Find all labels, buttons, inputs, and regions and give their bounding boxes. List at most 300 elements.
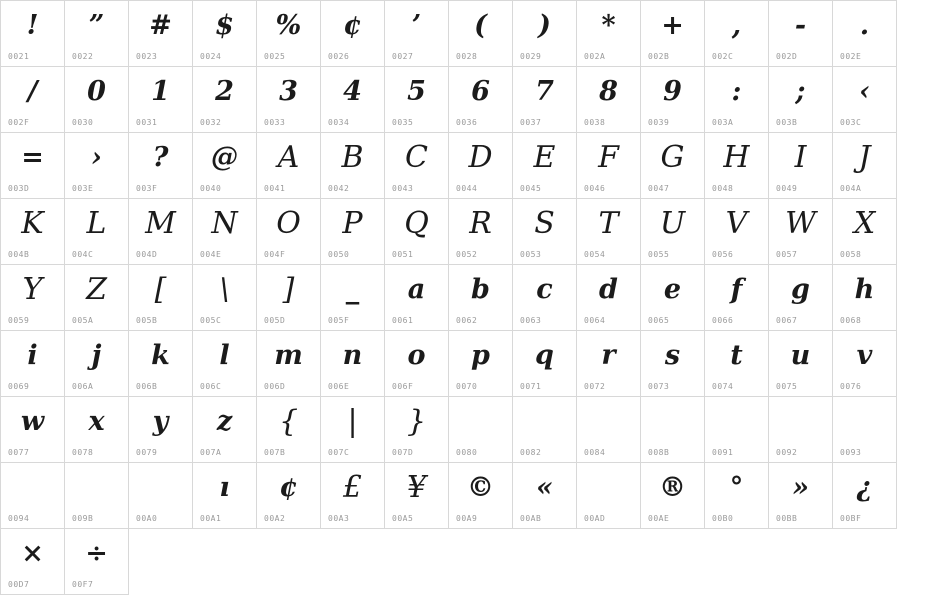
glyph-cell[interactable] xyxy=(257,67,321,133)
glyph-character: N xyxy=(211,206,238,241)
glyph-cell[interactable] xyxy=(193,133,257,199)
glyph-cell[interactable] xyxy=(577,331,641,397)
glyph-unicode-code: 0031 xyxy=(136,118,158,127)
glyph-cell[interactable] xyxy=(257,265,321,331)
glyph-cell[interactable] xyxy=(705,397,769,463)
glyph-unicode-code: 0068 xyxy=(840,316,862,325)
glyph-cell[interactable] xyxy=(321,133,385,199)
glyph-unicode-code: 0045 xyxy=(520,184,542,193)
glyph-cell[interactable] xyxy=(705,331,769,397)
glyph-cell[interactable] xyxy=(65,1,129,67)
glyph-character: c xyxy=(536,274,553,305)
glyph-cell[interactable] xyxy=(65,265,129,331)
glyph-cell[interactable] xyxy=(129,397,193,463)
glyph-character: , xyxy=(731,10,742,41)
glyph-unicode-code: 005C xyxy=(200,316,222,325)
glyph-unicode-code: 0077 xyxy=(8,448,30,457)
glyph-cell[interactable] xyxy=(449,199,513,265)
glyph-cell[interactable] xyxy=(449,463,513,529)
glyph-character: » xyxy=(792,472,809,503)
glyph-character: W xyxy=(785,206,816,241)
glyph-cell[interactable] xyxy=(193,199,257,265)
glyph-character: ¢ xyxy=(279,472,298,503)
glyph-character xyxy=(449,401,512,443)
glyph-character: d xyxy=(599,274,618,305)
glyph-character: 3 xyxy=(279,76,298,107)
glyph-unicode-code: 005B xyxy=(136,316,158,325)
glyph-character: p xyxy=(471,340,490,371)
glyph-character: i xyxy=(27,340,38,371)
glyph-cell[interactable] xyxy=(193,265,257,331)
glyph-character: F xyxy=(598,140,619,175)
glyph-cell[interactable] xyxy=(513,199,577,265)
glyph-cell[interactable] xyxy=(577,1,641,67)
glyph-unicode-code: 0065 xyxy=(648,316,670,325)
glyph-cell[interactable] xyxy=(1,133,65,199)
glyph-character: A xyxy=(277,140,300,175)
glyph-cell[interactable] xyxy=(65,133,129,199)
glyph-unicode-code: 0022 xyxy=(72,52,94,61)
glyph-cell[interactable] xyxy=(1,529,65,595)
glyph-character: ] xyxy=(282,272,295,307)
glyph-cell[interactable] xyxy=(641,199,705,265)
glyph-character: 2 xyxy=(215,76,234,107)
glyph-character: b xyxy=(471,274,490,305)
glyph-cell[interactable] xyxy=(1,265,65,331)
glyph-character: o xyxy=(407,340,426,371)
glyph-cell[interactable] xyxy=(705,463,769,529)
glyph-character: k xyxy=(151,340,170,371)
glyph-unicode-code: 0052 xyxy=(456,250,478,259)
glyph-unicode-code: 0062 xyxy=(456,316,478,325)
glyph-cell[interactable] xyxy=(513,133,577,199)
glyph-cell[interactable] xyxy=(321,397,385,463)
glyph-cell[interactable] xyxy=(641,397,705,463)
glyph-character: . xyxy=(859,10,870,41)
glyph-cell[interactable] xyxy=(321,331,385,397)
glyph-character: ) xyxy=(538,10,551,41)
glyph-character: e xyxy=(663,274,682,305)
glyph-unicode-code: 006A xyxy=(72,382,94,391)
glyph-character: % xyxy=(275,10,302,41)
glyph-unicode-code: 004E xyxy=(200,250,222,259)
glyph-character: Y xyxy=(22,272,43,307)
glyph-cell[interactable] xyxy=(577,265,641,331)
glyph-cell[interactable] xyxy=(449,331,513,397)
glyph-character: 4 xyxy=(343,76,362,107)
glyph-cell[interactable] xyxy=(385,331,449,397)
glyph-cell[interactable] xyxy=(833,199,897,265)
glyph-unicode-code: 00BB xyxy=(776,514,798,523)
glyph-character: I xyxy=(794,140,807,175)
glyph-character: @ xyxy=(211,142,238,173)
glyph-character: ı xyxy=(219,472,230,503)
glyph-character: › xyxy=(91,142,102,173)
glyph-cell[interactable] xyxy=(257,199,321,265)
glyph-character: X xyxy=(853,206,876,241)
glyph-unicode-code: 0074 xyxy=(712,382,734,391)
glyph-unicode-code: 00AB xyxy=(520,514,542,523)
glyph-cell[interactable] xyxy=(129,67,193,133)
glyph-cell[interactable] xyxy=(449,1,513,67)
glyph-character: j xyxy=(91,340,102,371)
glyph-unicode-code: 002F xyxy=(8,118,30,127)
glyph-unicode-code: 0030 xyxy=(72,118,94,127)
glyph-cell[interactable] xyxy=(65,463,129,529)
glyph-unicode-code: 0079 xyxy=(136,448,158,457)
glyph-cell[interactable] xyxy=(65,67,129,133)
glyph-character: H xyxy=(723,140,750,175)
glyph-unicode-code: 0082 xyxy=(520,448,542,457)
glyph-unicode-code: 008B xyxy=(648,448,670,457)
glyph-unicode-code: 0091 xyxy=(712,448,734,457)
glyph-unicode-code: 0041 xyxy=(264,184,286,193)
glyph-cell[interactable] xyxy=(769,133,833,199)
glyph-unicode-code: 002A xyxy=(584,52,606,61)
glyph-unicode-code: 0075 xyxy=(776,382,798,391)
glyph-cell[interactable] xyxy=(1,199,65,265)
glyph-unicode-code: 002B xyxy=(648,52,670,61)
glyph-unicode-code: 0078 xyxy=(72,448,94,457)
glyph-unicode-code: 0063 xyxy=(520,316,542,325)
glyph-character: w xyxy=(20,406,45,437)
glyph-character: # xyxy=(149,10,172,41)
glyph-unicode-code: 003E xyxy=(72,184,94,193)
glyph-character: × xyxy=(21,538,44,569)
glyph-unicode-code: 0050 xyxy=(328,250,350,259)
glyph-cell[interactable] xyxy=(65,199,129,265)
glyph-cell[interactable] xyxy=(385,1,449,67)
glyph-cell[interactable] xyxy=(321,463,385,529)
glyph-unicode-code: 0055 xyxy=(648,250,670,259)
glyph-unicode-code: 0051 xyxy=(392,250,414,259)
glyph-cell[interactable] xyxy=(193,463,257,529)
glyph-character: G xyxy=(660,140,685,175)
glyph-character: P xyxy=(342,206,363,241)
glyph-unicode-code: 0021 xyxy=(8,52,30,61)
glyph-character xyxy=(577,467,640,509)
glyph-cell[interactable] xyxy=(1,67,65,133)
glyph-unicode-code: 00A3 xyxy=(328,514,350,523)
glyph-character: s xyxy=(664,340,681,371)
glyph-unicode-code: 0053 xyxy=(520,250,542,259)
glyph-unicode-code: 0026 xyxy=(328,52,350,61)
glyph-unicode-code: 006F xyxy=(392,382,414,391)
glyph-unicode-code: 002D xyxy=(776,52,798,61)
glyph-character: O xyxy=(276,206,301,241)
glyph-character: C xyxy=(405,140,428,175)
glyph-character: z xyxy=(216,406,233,437)
glyph-unicode-code: 00A9 xyxy=(456,514,478,523)
glyph-unicode-code: 006D xyxy=(264,382,286,391)
glyph-character: « xyxy=(536,472,553,503)
glyph-unicode-code: 003B xyxy=(776,118,798,127)
glyph-unicode-code: 0047 xyxy=(648,184,670,193)
glyph-unicode-code: 0042 xyxy=(328,184,350,193)
glyph-character: } xyxy=(406,404,427,439)
glyph-character: 8 xyxy=(599,76,618,107)
glyph-cell[interactable] xyxy=(321,1,385,67)
glyph-unicode-code: 002C xyxy=(712,52,734,61)
glyph-unicode-code: 00AD xyxy=(584,514,606,523)
glyph-cell[interactable] xyxy=(641,265,705,331)
glyph-cell[interactable] xyxy=(193,331,257,397)
glyph-cell[interactable] xyxy=(129,463,193,529)
glyph-cell[interactable] xyxy=(129,199,193,265)
glyph-character: U xyxy=(659,206,686,241)
glyph-cell[interactable] xyxy=(385,133,449,199)
glyph-cell[interactable] xyxy=(513,463,577,529)
glyph-character: _ xyxy=(345,274,360,305)
glyph-cell[interactable] xyxy=(385,265,449,331)
glyph-character: * xyxy=(601,10,616,41)
glyph-unicode-code: 0029 xyxy=(520,52,542,61)
glyph-unicode-code: 0072 xyxy=(584,382,606,391)
glyph-unicode-code: 0057 xyxy=(776,250,798,259)
glyph-unicode-code: 004F xyxy=(264,250,286,259)
glyph-character: q xyxy=(535,340,554,371)
glyph-cell[interactable] xyxy=(449,133,513,199)
glyph-cell[interactable] xyxy=(833,331,897,397)
glyph-unicode-code: 006C xyxy=(200,382,222,391)
glyph-character xyxy=(65,467,128,509)
glyph-character: + xyxy=(661,10,684,41)
glyph-cell[interactable] xyxy=(833,397,897,463)
glyph-unicode-code: 005D xyxy=(264,316,286,325)
glyph-cell[interactable] xyxy=(449,265,513,331)
glyph-character: ! xyxy=(26,10,39,41)
glyph-unicode-code: 0054 xyxy=(584,250,606,259)
glyph-cell[interactable] xyxy=(577,199,641,265)
glyph-unicode-code: 0056 xyxy=(712,250,734,259)
glyph-cell[interactable] xyxy=(513,265,577,331)
glyph-cell[interactable] xyxy=(769,265,833,331)
glyph-character: ‹ xyxy=(859,76,870,107)
glyph-cell[interactable] xyxy=(833,265,897,331)
glyph-cell[interactable] xyxy=(65,529,129,595)
glyph-unicode-code: 00A0 xyxy=(136,514,158,523)
glyph-character: g xyxy=(791,274,810,305)
glyph-character: r xyxy=(601,340,616,371)
glyph-unicode-code: 0024 xyxy=(200,52,222,61)
glyph-unicode-code: 006E xyxy=(328,382,350,391)
glyph-cell[interactable] xyxy=(385,397,449,463)
glyph-unicode-code: 0058 xyxy=(840,250,862,259)
glyph-cell[interactable] xyxy=(257,397,321,463)
glyph-character: f xyxy=(730,274,743,305)
glyph-cell[interactable] xyxy=(449,397,513,463)
glyph-unicode-code: 004A xyxy=(840,184,862,193)
glyph-cell[interactable] xyxy=(769,1,833,67)
glyph-cell[interactable] xyxy=(1,397,65,463)
glyph-unicode-code: 007C xyxy=(328,448,350,457)
glyph-unicode-code: 00A5 xyxy=(392,514,414,523)
glyph-cell[interactable] xyxy=(257,331,321,397)
glyph-cell[interactable] xyxy=(769,331,833,397)
glyph-character: ( xyxy=(474,10,487,41)
glyph-character: t xyxy=(730,340,743,371)
glyph-cell[interactable] xyxy=(193,397,257,463)
glyph-cell[interactable] xyxy=(577,67,641,133)
glyph-cell[interactable] xyxy=(65,397,129,463)
glyph-character: £ xyxy=(342,470,363,505)
glyph-character: \ xyxy=(219,272,230,307)
glyph-character: M xyxy=(145,206,176,241)
glyph-unicode-code: 004C xyxy=(72,250,94,259)
glyph-unicode-code: 003F xyxy=(136,184,158,193)
glyph-cell[interactable] xyxy=(641,1,705,67)
glyph-cell[interactable] xyxy=(385,67,449,133)
glyph-character: Q xyxy=(404,206,429,241)
glyph-cell[interactable] xyxy=(513,331,577,397)
glyph-character: x xyxy=(88,406,105,437)
glyph-character: 6 xyxy=(471,76,490,107)
glyph-character: S xyxy=(534,206,555,241)
glyph-unicode-code: 005F xyxy=(328,316,350,325)
glyph-character: ¿ xyxy=(856,472,873,503)
glyph-character: 7 xyxy=(535,76,554,107)
glyph-cell[interactable] xyxy=(769,397,833,463)
glyph-character: y xyxy=(152,406,169,437)
glyph-cell[interactable] xyxy=(513,1,577,67)
glyph-character xyxy=(833,401,896,443)
glyph-unicode-code: 004B xyxy=(8,250,30,259)
glyph-unicode-code: 0046 xyxy=(584,184,606,193)
glyph-cell[interactable] xyxy=(577,463,641,529)
glyph-cell[interactable] xyxy=(769,463,833,529)
glyph-character: ¢ xyxy=(343,10,362,41)
glyph-unicode-code: 0093 xyxy=(840,448,862,457)
glyph-unicode-code: 002E xyxy=(840,52,862,61)
glyph-unicode-code: 0073 xyxy=(648,382,670,391)
glyph-character: ® xyxy=(659,472,686,503)
glyph-cell[interactable] xyxy=(193,67,257,133)
glyph-cell[interactable] xyxy=(1,463,65,529)
glyph-character: - xyxy=(794,10,807,41)
glyph-cell[interactable] xyxy=(257,133,321,199)
glyph-unicode-code: 0084 xyxy=(584,448,606,457)
glyph-cell[interactable] xyxy=(65,331,129,397)
glyph-cell[interactable] xyxy=(641,133,705,199)
glyph-unicode-code: 00A1 xyxy=(200,514,222,523)
glyph-character: E xyxy=(533,140,556,175)
glyph-unicode-code: 00D7 xyxy=(8,580,30,589)
glyph-character: [ xyxy=(154,272,167,307)
glyph-unicode-code: 0059 xyxy=(8,316,30,325)
glyph-character: Z xyxy=(86,272,107,307)
glyph-character: ÷ xyxy=(85,538,108,569)
glyph-unicode-code: 00B0 xyxy=(712,514,734,523)
glyph-cell[interactable] xyxy=(641,331,705,397)
glyph-cell[interactable] xyxy=(449,67,513,133)
glyph-unicode-code: 00BF xyxy=(840,514,862,523)
glyph-unicode-code: 0037 xyxy=(520,118,542,127)
glyph-character: ¥ xyxy=(406,470,427,505)
glyph-cell[interactable] xyxy=(833,463,897,529)
glyph-cell[interactable] xyxy=(769,67,833,133)
glyph-character: T xyxy=(598,206,619,241)
glyph-unicode-code: 0094 xyxy=(8,514,30,523)
glyph-character: ; xyxy=(795,76,806,107)
glyph-cell[interactable] xyxy=(513,67,577,133)
glyph-unicode-code: 0036 xyxy=(456,118,478,127)
glyph-cell[interactable] xyxy=(385,199,449,265)
glyph-character: R xyxy=(469,206,492,241)
glyph-cell[interactable] xyxy=(321,67,385,133)
glyph-cell[interactable] xyxy=(321,265,385,331)
glyph-cell[interactable] xyxy=(705,265,769,331)
glyph-cell[interactable] xyxy=(385,463,449,529)
glyph-cell[interactable] xyxy=(577,133,641,199)
glyph-unicode-code: 0066 xyxy=(712,316,734,325)
glyph-unicode-code: 007B xyxy=(264,448,286,457)
glyph-character: © xyxy=(467,472,494,503)
glyph-cell[interactable] xyxy=(641,463,705,529)
glyph-cell[interactable] xyxy=(129,1,193,67)
glyph-cell[interactable] xyxy=(129,265,193,331)
glyph-cell[interactable] xyxy=(641,67,705,133)
glyph-unicode-code: 0044 xyxy=(456,184,478,193)
glyph-character xyxy=(513,401,576,443)
glyph-character: D xyxy=(468,140,493,175)
glyph-unicode-code: 006B xyxy=(136,382,158,391)
glyph-unicode-code: 0034 xyxy=(328,118,350,127)
glyph-character: 9 xyxy=(663,76,682,107)
glyph-character: = xyxy=(21,142,44,173)
glyph-character xyxy=(705,401,768,443)
glyph-cell[interactable] xyxy=(705,133,769,199)
glyph-cell[interactable] xyxy=(705,199,769,265)
glyph-character: K xyxy=(21,206,44,241)
glyph-unicode-code: 0027 xyxy=(392,52,414,61)
glyph-cell[interactable] xyxy=(833,133,897,199)
glyph-cell[interactable] xyxy=(577,397,641,463)
glyph-cell[interactable] xyxy=(1,331,65,397)
glyph-cell[interactable] xyxy=(513,397,577,463)
glyph-cell[interactable] xyxy=(129,133,193,199)
glyph-character: ° xyxy=(729,472,744,503)
glyph-character: l xyxy=(219,340,230,371)
glyph-unicode-code: 00A2 xyxy=(264,514,286,523)
glyph-unicode-code: 003A xyxy=(712,118,734,127)
glyph-character: J xyxy=(858,140,871,175)
glyph-unicode-code: 007A xyxy=(200,448,222,457)
glyph-character: ’ xyxy=(411,10,422,41)
glyph-cell[interactable] xyxy=(1,1,65,67)
glyph-cell[interactable] xyxy=(769,199,833,265)
glyph-cell[interactable] xyxy=(705,67,769,133)
glyph-cell[interactable] xyxy=(257,1,321,67)
glyph-unicode-code: 0028 xyxy=(456,52,478,61)
glyph-character: : xyxy=(731,76,742,107)
glyph-cell[interactable] xyxy=(193,1,257,67)
glyph-cell[interactable] xyxy=(129,331,193,397)
glyph-unicode-code: 0064 xyxy=(584,316,606,325)
glyph-cell[interactable] xyxy=(833,1,897,67)
glyph-unicode-code: 0076 xyxy=(840,382,862,391)
glyph-cell[interactable] xyxy=(833,67,897,133)
glyph-character xyxy=(641,401,704,443)
glyph-character xyxy=(129,467,192,509)
glyph-character: u xyxy=(790,340,811,371)
glyph-cell[interactable] xyxy=(257,463,321,529)
glyph-character: { xyxy=(278,404,299,439)
glyph-unicode-code: 007D xyxy=(392,448,414,457)
glyph-unicode-code: 00F7 xyxy=(72,580,94,589)
glyph-character: a xyxy=(407,274,426,305)
glyph-cell[interactable] xyxy=(321,199,385,265)
glyph-cell[interactable] xyxy=(705,1,769,67)
